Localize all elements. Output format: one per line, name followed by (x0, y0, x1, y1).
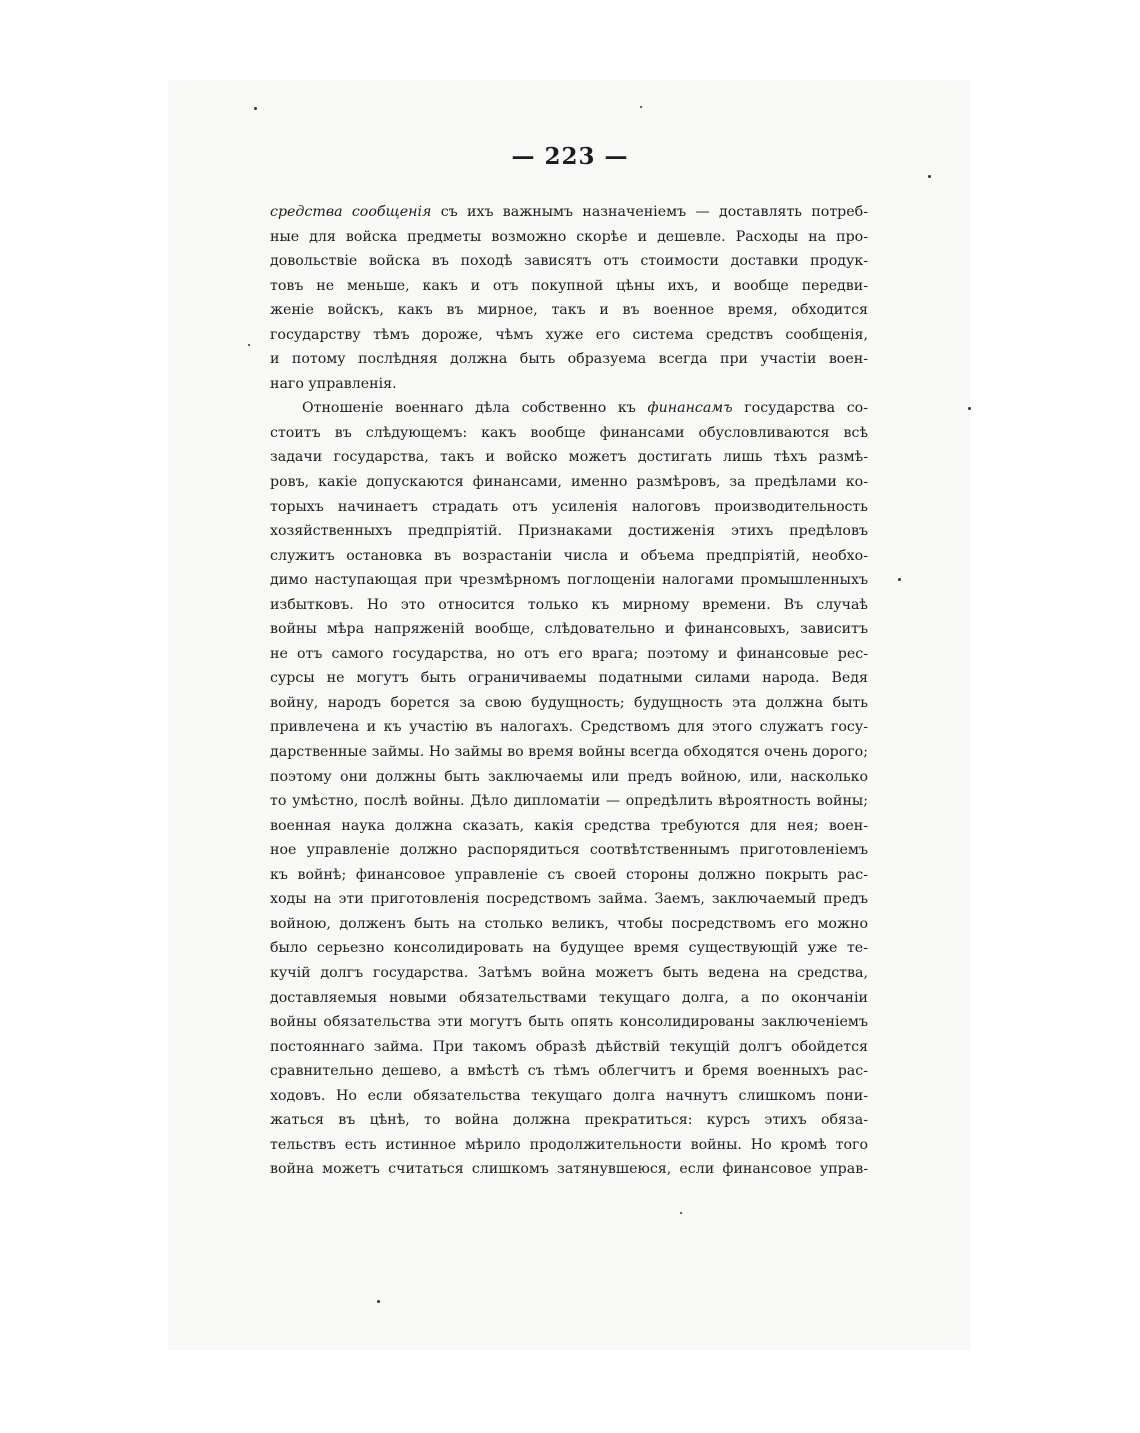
text-line: наго управленія. (270, 375, 397, 392)
text-line: ные для войска предметы возможно скорѣе и дешевле. Расходы на про- (270, 228, 868, 245)
text-line: война можетъ считаться слишкомъ затянувшеюся, если финансовое управ- (270, 1161, 868, 1178)
text-line: государству тѣмъ дороже, чѣмъ хуже его система средствъ сообщенія, (270, 326, 868, 343)
text-line: поэтому они должны быть заключаемы или предъ войною, или, насколько (270, 768, 868, 785)
scan-speck (248, 344, 250, 346)
text-line: кучій долгъ государства. Затѣмъ война можетъ быть ведена на средства, (270, 964, 868, 981)
scan-speck (898, 578, 901, 581)
text-line: димо наступающая при чрезмѣрномъ поглощеніи налогами промышленныхъ (270, 572, 868, 589)
text-line: задачи государства, такъ и войско можетъ достигать лишь тѣхъ размѣ- (270, 449, 868, 466)
text-line: избытковъ. Но это относится только къ мирному времени. Въ случаѣ (270, 596, 868, 613)
text-line: къ войнѣ; финансовое управленіе съ своей стороны должно покрыть рас- (270, 866, 868, 883)
scan-speck (640, 106, 642, 108)
scan-speck (968, 407, 971, 410)
text-line: тельствъ есть истинное мѣрило продолжительности войны. Но кромѣ того (270, 1136, 868, 1153)
text-line: и потому послѣдняя должна быть образуема всегда при участіи воен- (270, 351, 868, 368)
text-line: войною, долженъ быть на столько великъ, чтобы посредствомъ его можно (270, 915, 868, 932)
text-line: довольствіе войска въ походѣ зависятъ отъ стоимости доставки продук- (270, 253, 868, 270)
text-line: привлечена и къ участію въ налогахъ. Средствомъ для этого служатъ госу- (270, 719, 868, 736)
text-line: войну, народъ борется за свою будущность; будущность эта должна быть (270, 694, 868, 711)
text-line: ровъ, какіе допускаются финансами, именно размѣровъ, за предѣлами ко- (270, 474, 868, 491)
text-line: служитъ остановка въ возрастаніи числа и объема предпріятій, необхо- (270, 547, 868, 564)
text-line: торыхъ начинаетъ страдать отъ усиленія налоговъ производительность (270, 498, 868, 515)
text-line: товъ не меньше, какъ и отъ покупной цѣны ихъ, и вообще передви- (270, 277, 868, 294)
text-line: сравнительно дешево, а вмѣстѣ съ тѣмъ облегчитъ и бремя военныхъ рас- (270, 1063, 868, 1080)
paragraph-1 (270, 200, 868, 396)
text-line: не отъ самого государства, но отъ его врага; поэтому и финансовые рес- (270, 645, 868, 662)
text-line: постояннаго займа. При такомъ образѣ дѣйствій текущій долгъ обойдется (270, 1038, 868, 1055)
text-line: войны мѣра напряженій вообще, слѣдовательно и финансовыхъ, зависитъ (270, 621, 868, 638)
text-line: ходы на эти приготовленія посредствомъ займа. Заемъ, заключаемый предъ (270, 891, 868, 908)
body-text (270, 200, 868, 1182)
text-line: войны обязательства эти могутъ быть опять консолидированы заключеніемъ (270, 1014, 868, 1031)
scan-speck (928, 175, 931, 178)
text-line: дарственные займы. Но займы во время войны всегда обходятся очень дорого; (270, 744, 868, 761)
text-line: хозяйственныхъ предпріятій. Признаками достиженія этихъ предѣловъ (270, 523, 868, 540)
page-number: — 223 — (511, 143, 629, 170)
text-line: было серьезно консолидировать на будущее время существующій уже те- (270, 940, 868, 957)
text-line: Отношеніе военнаго дѣла собственно къ финансамъ государства со- (302, 400, 868, 417)
text-line: жаться въ цѣнѣ, то война должна прекратиться: курсъ этихъ обяза- (270, 1112, 868, 1129)
text-line: женіе войскъ, какъ въ мирное, такъ и въ военное время, обходится (270, 302, 868, 319)
text-line: средства сообщенія съ ихъ важнымъ назначеніемъ — доставлять потреб- (270, 204, 868, 220)
text-line: доставляемыя новыми обязательствами текущаго долга, а по окончаніи (270, 989, 868, 1006)
scan-speck (680, 1212, 682, 1214)
text-line: то умѣстно, послѣ войны. Дѣло дипломатіи — опредѣлить вѣроятность войны; (270, 793, 868, 810)
text-line: сурсы не могутъ быть ограничиваемы податными силами народа. Ведя (270, 670, 868, 687)
scan-speck (254, 107, 257, 110)
text-line: военная наука должна сказать, какія средства требуются для нея; воен- (270, 817, 868, 834)
paragraph-2 (270, 396, 868, 1182)
text-line: стоитъ въ слѣдующемъ: какъ вообще финансами обусловливаются всѣ (270, 424, 868, 441)
text-line: ходовъ. Но если обязательства текущаго долга начнутъ слишкомъ пони- (270, 1087, 868, 1104)
text-line: ное управленіе должно распорядиться соотвѣтственнымъ приготовленіемъ (270, 842, 868, 859)
scan-speck (377, 1300, 380, 1303)
